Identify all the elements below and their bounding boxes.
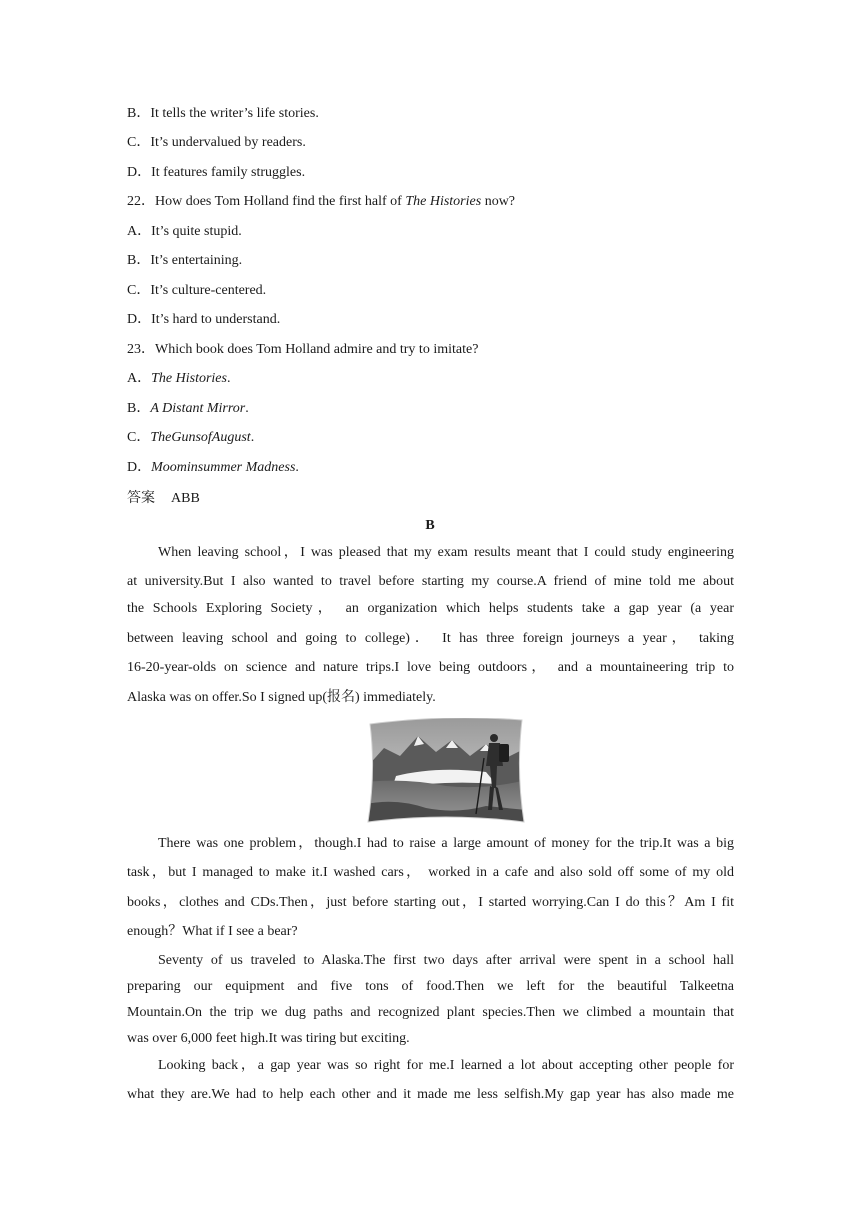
- option-letter: C．: [127, 135, 151, 150]
- paragraph-2-line: task，but I managed to make it.I washed cars， worked in a cafe and also sold off some of my old: [127, 865, 734, 880]
- option-letter: D．: [127, 312, 152, 327]
- q22-stem: [127, 192, 515, 212]
- option-letter: B．: [127, 401, 151, 416]
- section-heading: B: [425, 518, 435, 533]
- q22-option-a: [127, 222, 242, 242]
- paragraph-1-line: Alaska was on offer.So I signed up(报名) immediately.: [127, 690, 436, 705]
- option-text: It’s hard to understand.: [151, 312, 281, 327]
- paragraph-2-line: books，clothes and CDs.Then，just before starting out，I started worrying.Can I do this？Am I fit: [127, 895, 734, 910]
- q22-option-c: [127, 281, 266, 301]
- q22-option-d: [127, 310, 280, 330]
- paragraph-3-line: was over 6,000 feet high.It was tiring but exciting.: [127, 1031, 410, 1046]
- option-punct: .: [295, 460, 299, 475]
- q21-option-b: [127, 104, 319, 124]
- q22-option-b: [127, 251, 242, 271]
- option-letter: D．: [127, 165, 152, 180]
- option-letter: B．: [127, 253, 151, 268]
- book-title: A Distant Mirror: [150, 401, 246, 416]
- paragraph-2-line: There was one problem，though.I had to raise a large amount of money for the trip.It was a big: [158, 836, 734, 851]
- question-number: 23．: [127, 342, 155, 357]
- paragraph-3-line: Mountain.On the trip we dug paths and recognized plant species.Then we climbed a mountain that: [127, 1005, 734, 1020]
- question-text-end: now?: [481, 194, 516, 209]
- q23-stem: [127, 340, 478, 360]
- option-text: It tells the writer’s life stories.: [150, 106, 319, 121]
- paragraph-1-line: When leaving school，I was pleased that my exam results meant that I could study engineering: [158, 545, 734, 560]
- question-text: How does Tom Holland find the first half of: [155, 194, 406, 209]
- question-text: Which book does Tom Holland admire and try to imitate?: [155, 342, 479, 357]
- option-punct: .: [250, 430, 255, 445]
- book-title: TheGunsofAugust: [150, 430, 251, 445]
- option-letter: A．: [127, 224, 152, 239]
- book-title: The Histories: [405, 194, 482, 209]
- question-number: 22．: [127, 194, 155, 209]
- book-title: The Histories: [151, 371, 227, 386]
- option-letter: C．: [127, 430, 151, 445]
- q21-option-d: [127, 163, 305, 183]
- option-text: It’s entertaining.: [150, 253, 243, 268]
- paragraph-1-line: between leaving school and going to college)． It has three foreign journeys a year， taking: [127, 631, 734, 646]
- answer-label: 答案: [127, 490, 155, 506]
- paragraph-4-line: what they are.We had to help each other and it made me less selfish.My gap year has also made me: [127, 1087, 734, 1102]
- option-letter: D．: [127, 460, 152, 475]
- q23-option-d: [127, 458, 299, 478]
- paragraph-1-line: the Schools Exploring Society， an organization which helps students take a gap year (a year: [127, 601, 734, 616]
- paragraph-4-line: Looking back，a gap year was so right for me.I learned a lot about accepting other people for: [158, 1058, 734, 1073]
- option-text: It features family struggles.: [151, 165, 306, 180]
- paragraph-1-line: at university.But I also wanted to travel before starting my course.A friend of mine told me about: [127, 574, 734, 589]
- option-text: It’s undervalued by readers.: [150, 135, 306, 150]
- q23-option-b: [127, 399, 249, 419]
- answer-value: ABB: [171, 491, 200, 506]
- q23-option-c: [127, 428, 254, 448]
- option-letter: A．: [127, 371, 152, 386]
- paragraph-2-line: enough？What if I see a bear?: [127, 924, 298, 939]
- option-letter: C．: [127, 283, 151, 298]
- hiker-mountain-photo: [366, 718, 526, 824]
- option-letter: B．: [127, 106, 151, 121]
- option-text: It’s quite stupid.: [151, 224, 242, 239]
- paragraph-1-line: 16-20-year-olds on science and nature trips.I love being outdoors， and a mountaineering trip to: [127, 660, 734, 675]
- option-punct: .: [245, 401, 249, 416]
- paragraph-3-line: Seventy of us traveled to Alaska.The first two days after arrival were spent in a school hall: [158, 953, 734, 968]
- paragraph-3-line: preparing our equipment and five tons of food.Then we left for the beautiful Talkeetna: [127, 979, 734, 994]
- q21-option-c: [127, 133, 306, 153]
- answer-line: [127, 488, 200, 509]
- option-text: It’s culture-centered.: [150, 283, 267, 298]
- q23-option-a: [127, 369, 230, 389]
- option-punct: .: [226, 371, 231, 386]
- book-title: Moominsummer Madness: [151, 460, 296, 475]
